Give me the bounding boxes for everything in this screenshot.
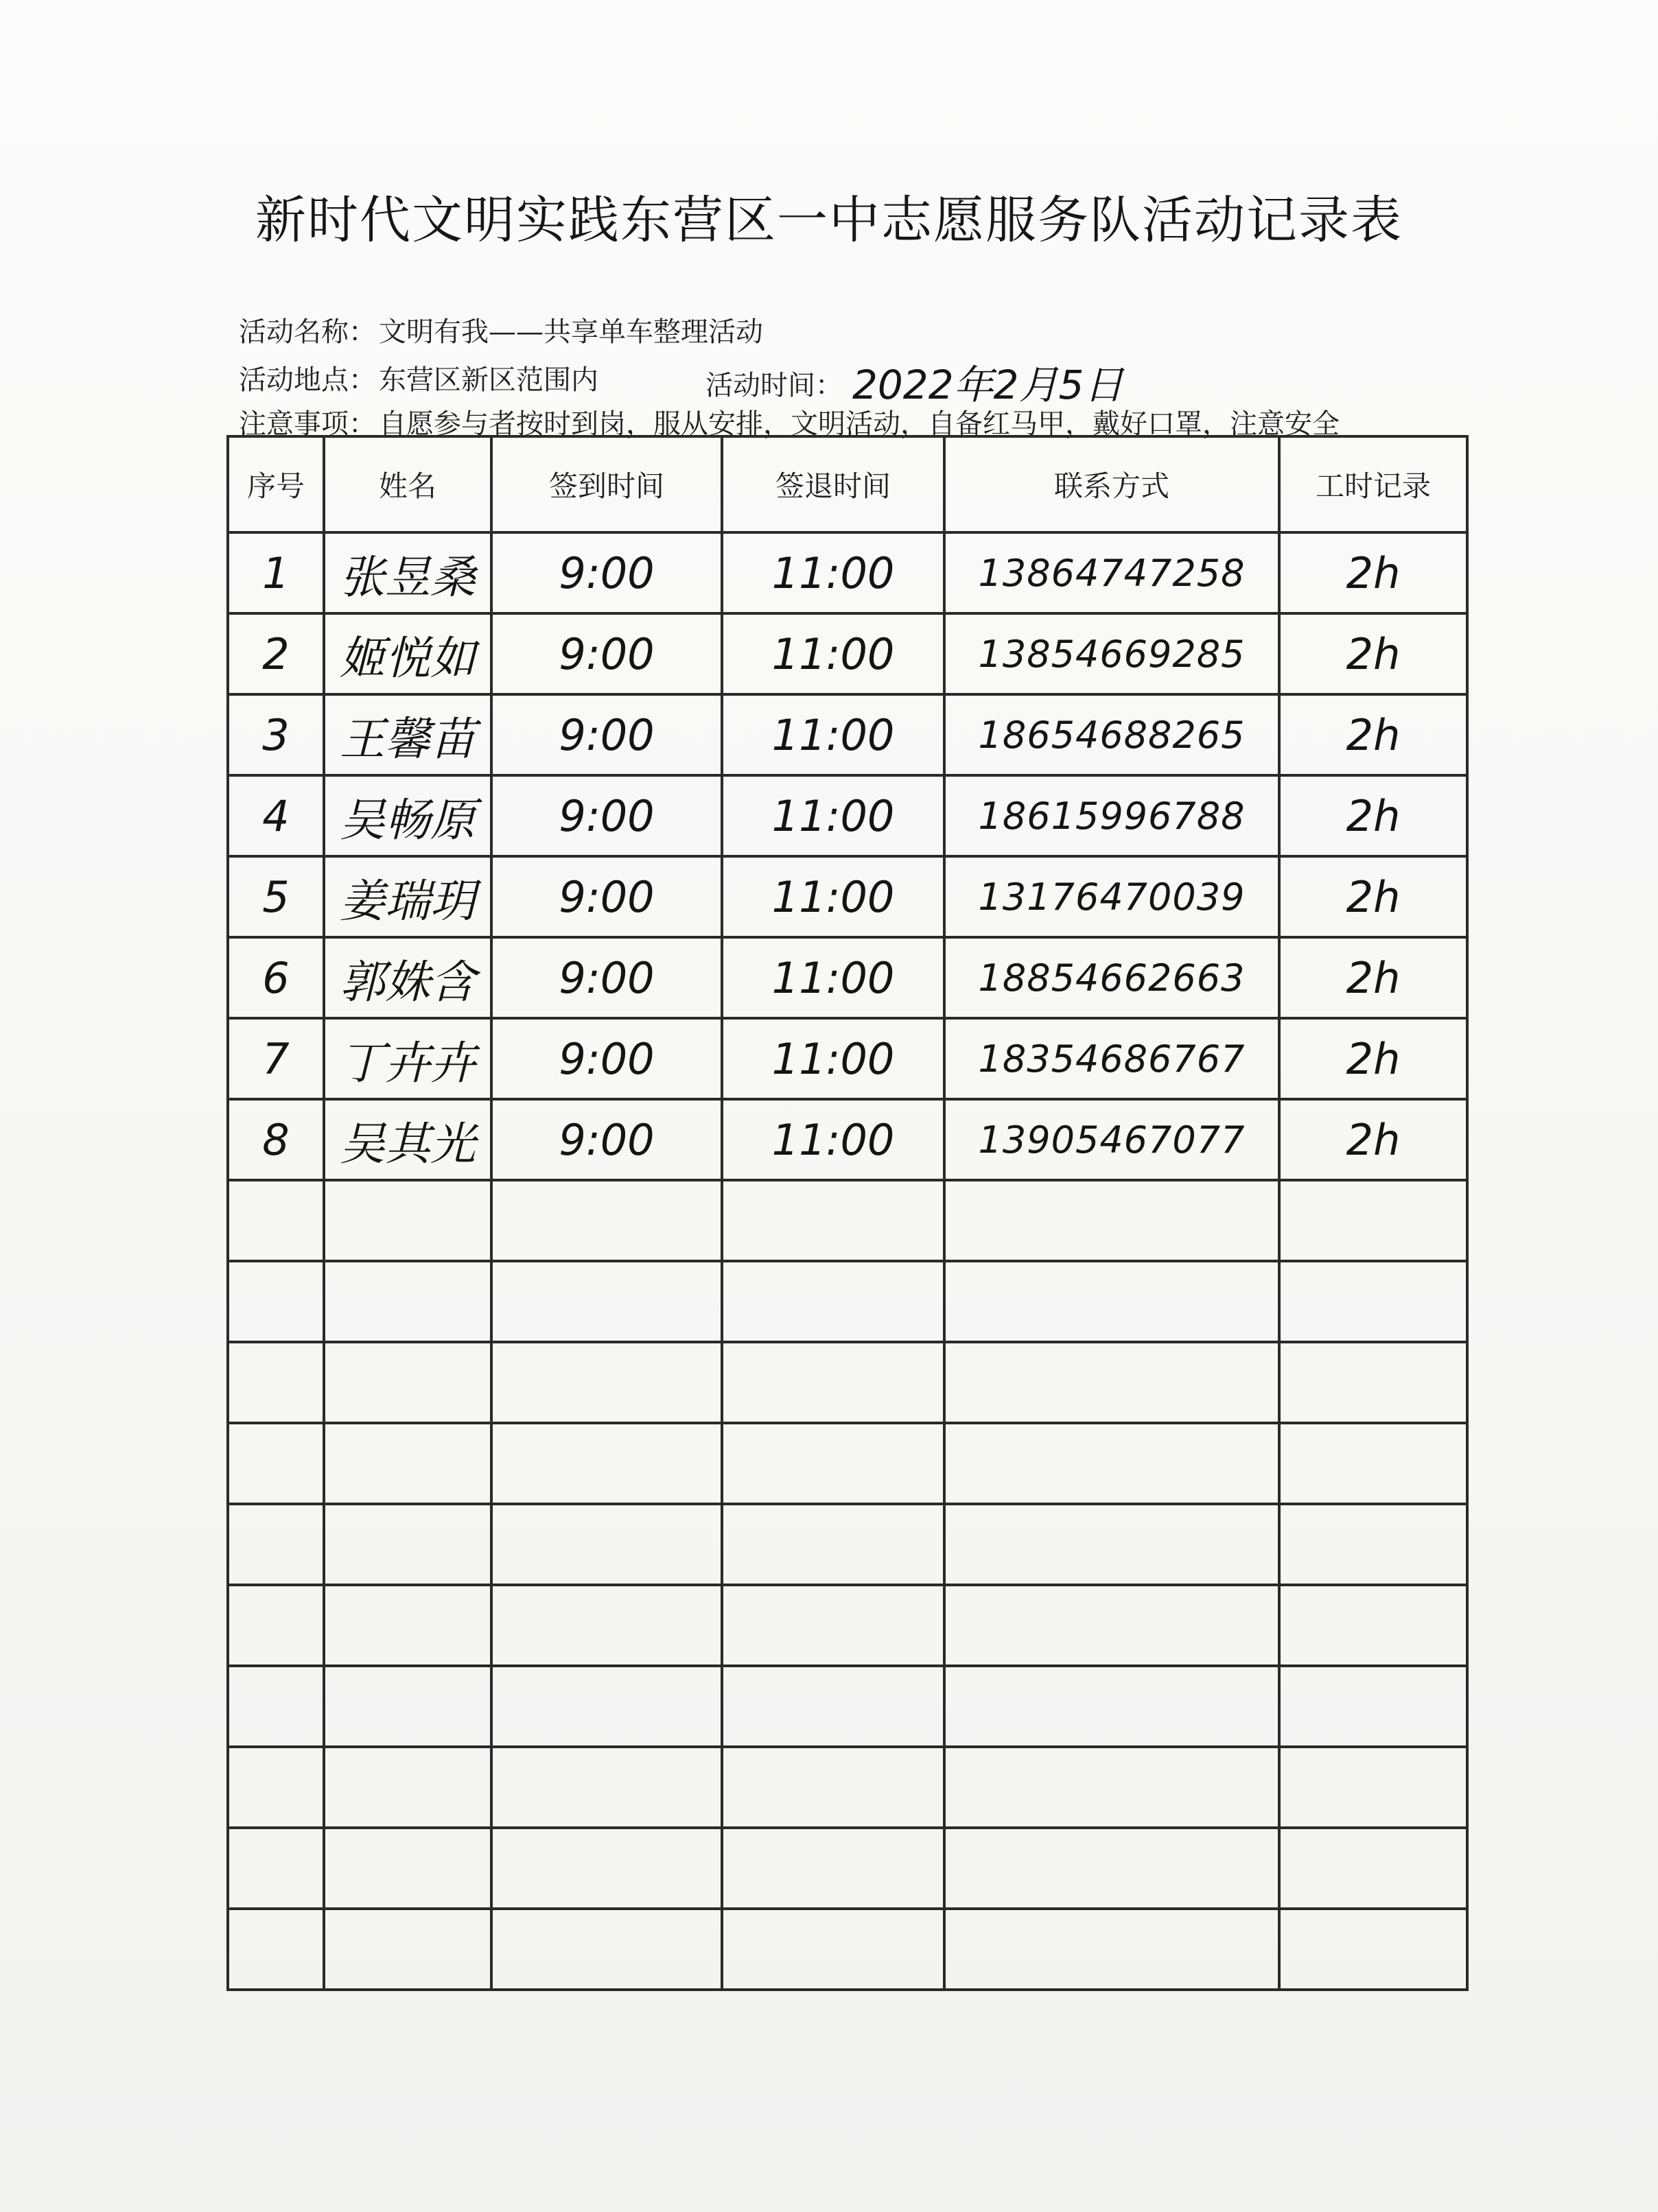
- cell-index: 5: [228, 856, 324, 937]
- table-row: [228, 1342, 1467, 1423]
- cell-sign-in: 9:00: [491, 613, 722, 694]
- activity-place-value: 东营区新区范围内: [379, 364, 598, 396]
- header-sign-in: 签到时间: [491, 436, 722, 532]
- cell-sign-in: 9:00: [491, 1018, 722, 1099]
- cell-sign-in: [491, 1423, 722, 1504]
- cell-sign-in: [491, 1342, 722, 1423]
- cell-sign-out: 11:00: [722, 937, 944, 1018]
- table-row: [228, 613, 1467, 694]
- cell-name: [324, 1342, 491, 1423]
- cell-hours: 2h: [1279, 775, 1467, 856]
- cell-contact: [944, 1747, 1279, 1828]
- activity-place-line: [239, 358, 598, 397]
- cell-contact: 13864747258: [944, 532, 1279, 613]
- cell-contact: 18615996788: [944, 775, 1279, 856]
- cell-index: [228, 1423, 324, 1504]
- cell-index: 1: [228, 532, 324, 613]
- table-row: [228, 1504, 1467, 1585]
- cell-sign-in: [491, 1180, 722, 1261]
- cell-index: [228, 1504, 324, 1585]
- notice-value: 自愿参与者按时到岗，服从安排，文明活动，自备红马甲，戴好口罩，注意安全: [379, 408, 1340, 440]
- cell-contact: [944, 1180, 1279, 1261]
- cell-index: [228, 1342, 324, 1423]
- cell-hours: 2h: [1279, 694, 1467, 775]
- activity-time-value: 2022年2月5日: [852, 362, 1124, 408]
- cell-hours: 2h: [1279, 1018, 1467, 1099]
- cell-sign-in: 9:00: [491, 532, 722, 613]
- cell-sign-in: [491, 1261, 722, 1342]
- table-row: [228, 1099, 1467, 1180]
- header-sign-out: 签退时间: [722, 436, 944, 532]
- cell-name: 郭姝含: [324, 937, 491, 1018]
- cell-hours: [1279, 1828, 1467, 1909]
- table-body: [228, 532, 1467, 1990]
- table-row: [228, 1747, 1467, 1828]
- table-row: [228, 1828, 1467, 1909]
- cell-contact: 18854662663: [944, 937, 1279, 1018]
- cell-name: 吴其光: [324, 1099, 491, 1180]
- table-header-row: [228, 436, 1467, 532]
- activity-time-line: [705, 349, 1123, 406]
- table-row: [228, 775, 1467, 856]
- cell-sign-out: [722, 1747, 944, 1828]
- cell-name: 姬悦如: [324, 613, 491, 694]
- cell-name: 丁卉卉: [324, 1018, 491, 1099]
- cell-contact: 18654688265: [944, 694, 1279, 775]
- cell-sign-in: [491, 1666, 722, 1747]
- activity-place-label: 活动地点：: [239, 364, 376, 396]
- cell-name: 吴畅原: [324, 775, 491, 856]
- cell-contact: [944, 1585, 1279, 1666]
- table-row: [228, 1666, 1467, 1747]
- activity-name-value: 文明有我——共享单车整理活动: [379, 316, 763, 348]
- cell-sign-out: [722, 1828, 944, 1909]
- cell-sign-in: [491, 1585, 722, 1666]
- activity-name-line: [239, 310, 763, 349]
- cell-hours: [1279, 1909, 1467, 1990]
- cell-name: [324, 1504, 491, 1585]
- header-index: 序号: [228, 436, 324, 532]
- table-row: [228, 937, 1467, 1018]
- activity-name-label: 活动名称：: [239, 316, 376, 348]
- activity-time-label: 活动时间：: [705, 370, 843, 401]
- cell-sign-out: 11:00: [722, 532, 944, 613]
- cell-index: [228, 1747, 324, 1828]
- cell-index: 2: [228, 613, 324, 694]
- cell-sign-in: 9:00: [491, 1099, 722, 1180]
- cell-index: 3: [228, 694, 324, 775]
- header-name: 姓名: [324, 436, 491, 532]
- cell-hours: [1279, 1504, 1467, 1585]
- cell-hours: [1279, 1342, 1467, 1423]
- cell-contact: 13854669285: [944, 613, 1279, 694]
- cell-contact: 18354686767: [944, 1018, 1279, 1099]
- cell-sign-out: 11:00: [722, 1018, 944, 1099]
- cell-name: [324, 1828, 491, 1909]
- cell-index: 8: [228, 1099, 324, 1180]
- table-row: [228, 532, 1467, 613]
- cell-contact: 13905467077: [944, 1099, 1279, 1180]
- cell-name: [324, 1747, 491, 1828]
- cell-hours: [1279, 1180, 1467, 1261]
- cell-contact: 13176470039: [944, 856, 1279, 937]
- cell-sign-in: 9:00: [491, 694, 722, 775]
- cell-hours: 2h: [1279, 856, 1467, 937]
- header-hours: 工时记录: [1279, 436, 1467, 532]
- cell-index: [228, 1828, 324, 1909]
- cell-name: [324, 1180, 491, 1261]
- cell-sign-out: 11:00: [722, 613, 944, 694]
- cell-name: [324, 1909, 491, 1990]
- cell-sign-in: [491, 1504, 722, 1585]
- cell-contact: [944, 1342, 1279, 1423]
- cell-sign-in: 9:00: [491, 937, 722, 1018]
- cell-sign-out: [722, 1909, 944, 1990]
- cell-index: [228, 1909, 324, 1990]
- cell-contact: [944, 1828, 1279, 1909]
- cell-index: 6: [228, 937, 324, 1018]
- activity-record-table: [226, 435, 1469, 1991]
- cell-name: [324, 1261, 491, 1342]
- cell-contact: [944, 1666, 1279, 1747]
- table-row: [228, 1180, 1467, 1261]
- cell-hours: 2h: [1279, 937, 1467, 1018]
- cell-hours: [1279, 1666, 1467, 1747]
- table-row: [228, 1909, 1467, 1990]
- cell-sign-in: [491, 1909, 722, 1990]
- cell-sign-out: [722, 1342, 944, 1423]
- document-title: 新时代文明实践东营区一中志愿服务队活动记录表: [255, 191, 1403, 250]
- cell-sign-in: 9:00: [491, 856, 722, 937]
- cell-name: [324, 1666, 491, 1747]
- cell-index: [228, 1666, 324, 1747]
- cell-name: 王馨苗: [324, 694, 491, 775]
- cell-contact: [944, 1909, 1279, 1990]
- cell-sign-in: [491, 1828, 722, 1909]
- cell-contact: [944, 1504, 1279, 1585]
- table-row: [228, 1423, 1467, 1504]
- cell-sign-out: 11:00: [722, 775, 944, 856]
- cell-name: [324, 1423, 491, 1504]
- cell-hours: [1279, 1747, 1467, 1828]
- cell-sign-out: [722, 1180, 944, 1261]
- table-row: [228, 694, 1467, 775]
- cell-sign-in: 9:00: [491, 775, 722, 856]
- table-row: [228, 1585, 1467, 1666]
- table-row: [228, 1261, 1467, 1342]
- cell-sign-out: 11:00: [722, 1099, 944, 1180]
- cell-index: 7: [228, 1018, 324, 1099]
- cell-sign-out: 11:00: [722, 856, 944, 937]
- cell-hours: [1279, 1423, 1467, 1504]
- cell-hours: 2h: [1279, 1099, 1467, 1180]
- cell-contact: [944, 1423, 1279, 1504]
- cell-name: 张昱桑: [324, 532, 491, 613]
- cell-index: [228, 1180, 324, 1261]
- cell-name: [324, 1585, 491, 1666]
- cell-hours: 2h: [1279, 532, 1467, 613]
- table-row: [228, 1018, 1467, 1099]
- notice-label: 注意事项：: [239, 408, 376, 440]
- cell-sign-out: [722, 1585, 944, 1666]
- cell-hours: [1279, 1585, 1467, 1666]
- cell-index: [228, 1585, 324, 1666]
- table-row: [228, 856, 1467, 937]
- cell-sign-in: [491, 1747, 722, 1828]
- cell-index: 4: [228, 775, 324, 856]
- header-contact: 联系方式: [944, 436, 1279, 532]
- cell-hours: 2h: [1279, 613, 1467, 694]
- cell-sign-out: [722, 1261, 944, 1342]
- cell-index: [228, 1261, 324, 1342]
- cell-sign-out: [722, 1504, 944, 1585]
- cell-contact: [944, 1261, 1279, 1342]
- cell-name: 姜瑞玥: [324, 856, 491, 937]
- cell-sign-out: [722, 1666, 944, 1747]
- cell-sign-out: [722, 1423, 944, 1504]
- cell-hours: [1279, 1261, 1467, 1342]
- cell-sign-out: 11:00: [722, 694, 944, 775]
